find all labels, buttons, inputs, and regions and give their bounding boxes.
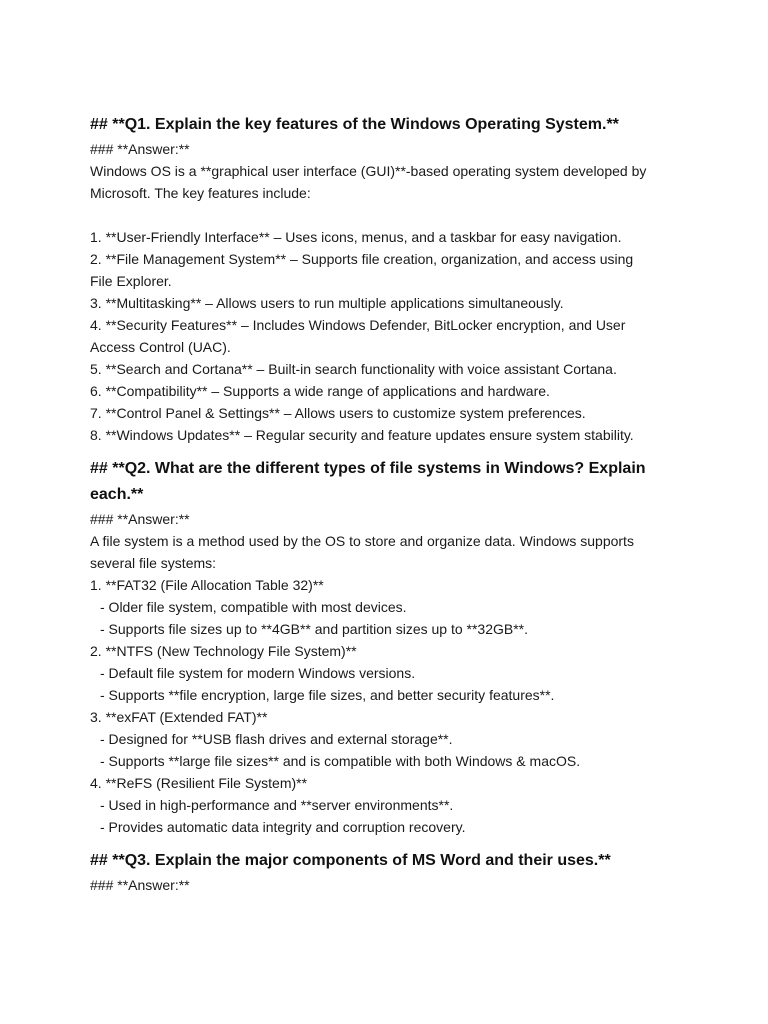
q1-item-line: 2. **File Management System** – Supports file creation, organization, and access using xyxy=(90,251,634,267)
fs-point: - Supports file sizes up to **4GB** and partition sizes up to **32GB**. xyxy=(100,621,529,637)
fs-title: 3. **exFAT (Extended FAT)** xyxy=(90,709,268,725)
q1-item-line: 4. **Security Features** – Includes Windows Defender, BitLocker encryption, and User xyxy=(90,317,626,333)
fs-title: 2. **NTFS (New Technology File System)** xyxy=(90,643,357,659)
q1-item-line: 3. **Multitasking** – Allows users to run multiple applications simultaneously. xyxy=(90,295,564,311)
q1-item-line: File Explorer. xyxy=(90,273,172,289)
q1-intro-line-1: Windows OS is a **graphical user interface (GUI)**-based operating system developed by xyxy=(90,163,647,179)
fs-point: - Provides automatic data integrity and corruption recovery. xyxy=(100,819,466,835)
q1-intro-line-2: Microsoft. The key features include: xyxy=(90,185,311,201)
q2-intro-line-1: A file system is a method used by the OS to store and organize data. Windows supports xyxy=(90,533,634,549)
q3-answer-label: ### **Answer:** xyxy=(90,877,190,893)
blank-line xyxy=(90,204,690,226)
fs-point: - Designed for **USB flash drives and external storage**. xyxy=(100,731,453,747)
q3-section xyxy=(90,848,690,896)
fs-point: - Supports **file encryption, large file sizes, and better security features**. xyxy=(100,687,555,703)
fs-point: - Default file system for modern Windows versions. xyxy=(100,665,416,681)
q2-section xyxy=(90,456,690,838)
q1-item-line: Access Control (UAC). xyxy=(90,339,231,355)
q2-answer-label: ### **Answer:** xyxy=(90,511,190,527)
q1-item-line: 8. **Windows Updates** – Regular security and feature updates ensure system stability. xyxy=(90,427,634,443)
q1-section xyxy=(90,112,690,446)
fs-point: - Older file system, compatible with most devices. xyxy=(100,599,407,615)
q1-item-line: 7. **Control Panel & Settings** – Allows users to customize system preferences. xyxy=(90,405,586,421)
q1-item-line: 1. **User-Friendly Interface** – Uses icons, menus, and a taskbar for easy navigation. xyxy=(90,229,622,245)
fs-title: 4. **ReFS (Resilient File System)** xyxy=(90,775,308,791)
q3-heading: ## **Q3. Explain the major components of MS Word and their uses.** xyxy=(90,852,611,869)
q2-heading-line-1: ## **Q2. What are the different types of file systems in Windows? Explain xyxy=(90,460,646,477)
q1-answer-label: ### **Answer:** xyxy=(90,141,190,157)
fs-title: 1. **FAT32 (File Allocation Table 32)** xyxy=(90,577,324,593)
fs-point: - Supports **large file sizes** and is compatible with both Windows & macOS. xyxy=(100,753,581,769)
q2-intro-line-2: several file systems: xyxy=(90,555,217,571)
q2-heading-line-2: each.** xyxy=(90,486,144,503)
fs-point: - Used in high-performance and **server environments**. xyxy=(100,797,454,813)
q1-item-line: 5. **Search and Cortana** – Built-in search functionality with voice assistant Cortana. xyxy=(90,361,617,377)
q1-heading: ## **Q1. Explain the key features of the Windows Operating System.** xyxy=(90,116,619,133)
q1-item-line: 6. **Compatibility** – Supports a wide range of applications and hardware. xyxy=(90,383,550,399)
document-page xyxy=(90,112,690,906)
